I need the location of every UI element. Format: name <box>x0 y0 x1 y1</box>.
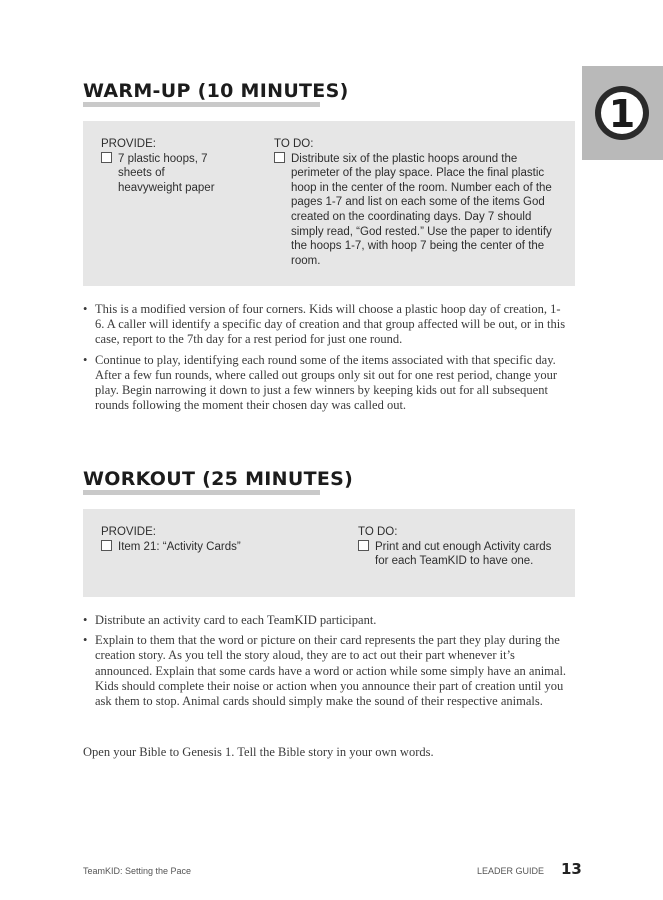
checkbox[interactable] <box>274 152 285 163</box>
workout-heading-underline <box>83 490 320 495</box>
chapter-number-badge <box>582 66 663 160</box>
workout-provide-label: PROVIDE: <box>101 526 156 538</box>
list-item: • This is a modified version of four corners. Kids will choose a plastic hoop day of creation, 1-6. A caller will identify a specific day of creation and that group affected will be out, or in this case, report to the 7th day for a rest period for just one round. <box>83 302 566 347</box>
checkbox[interactable] <box>358 540 369 551</box>
chapter-tab <box>582 66 663 160</box>
warmup-todo-item: Distribute six of the plastic hoops around the perimeter of the play space. Place the final plastic hoop in the center of the room. Number each of the pages 1-7 and list on each some of the items God created on the coordinating days. Day 7 should simply read, “God rested.” Use the paper to identify the hoops 1-7, with hoop 7 being the center of the room. <box>274 152 564 269</box>
list-item: • Explain to them that the word or picture on their card represents the part they play during the creation story. As you tell the story aloud, they are to act out their part whenever it’s announced. Explain that some cards have a word or action while some simply have an animal. Kids should complete their noise or action when you announce their part of creation until you ask them to stop. Animal cards should simply make the sound of their respective animals. <box>83 633 567 709</box>
checkbox[interactable] <box>101 152 112 163</box>
footer-book-title: TeamKID: Setting the Pace <box>83 866 192 876</box>
workout-todo-column <box>358 525 563 569</box>
workout-materials-box <box>83 509 575 597</box>
warmup-todo-column <box>274 137 564 268</box>
workout-heading: WORKOUT (25 MINUTES) <box>83 468 354 490</box>
workout-todo-label: TO DO: <box>358 526 398 538</box>
footer-section-label: LEADER GUIDE <box>477 866 545 876</box>
warmup-bullet-list <box>83 302 567 418</box>
workout-provide-item: Item 21: “Activity Cards” <box>101 540 331 555</box>
page-number: 13 <box>561 860 582 878</box>
list-item: • Continue to play, identifying each round some of the items associated with that specific day. After a few fun rounds, where called out groups only sit out for one rest period, change your play. Begin narrowing it down to just a few winners by keeping kids out for all subsequent rounds following the moment their chosen day was called out. <box>83 352 558 413</box>
warmup-heading: WARM-UP (10 MINUTES) <box>83 80 349 102</box>
warmup-heading-underline <box>83 102 320 107</box>
checkbox[interactable] <box>101 540 112 551</box>
closing-paragraph: Open your Bible to Genesis 1. Tell the Bible story in your own words. <box>83 745 434 759</box>
workout-todo-item: Print and cut enough Activity cards for each TeamKID to have one. <box>358 540 563 569</box>
list-item: • Distribute an activity card to each TeamKID participant. <box>83 613 377 627</box>
warmup-materials-box <box>83 121 575 286</box>
warmup-provide-item: 7 plastic hoops, 7 sheets of heavyweight paper <box>101 152 261 196</box>
warmup-provide-column <box>101 137 261 195</box>
warmup-provide-label: PROVIDE: <box>101 138 156 150</box>
chapter-number: 1 <box>608 92 636 136</box>
workout-provide-column <box>101 525 331 554</box>
workout-bullet-list <box>83 613 569 714</box>
warmup-todo-label: TO DO: <box>274 138 314 150</box>
